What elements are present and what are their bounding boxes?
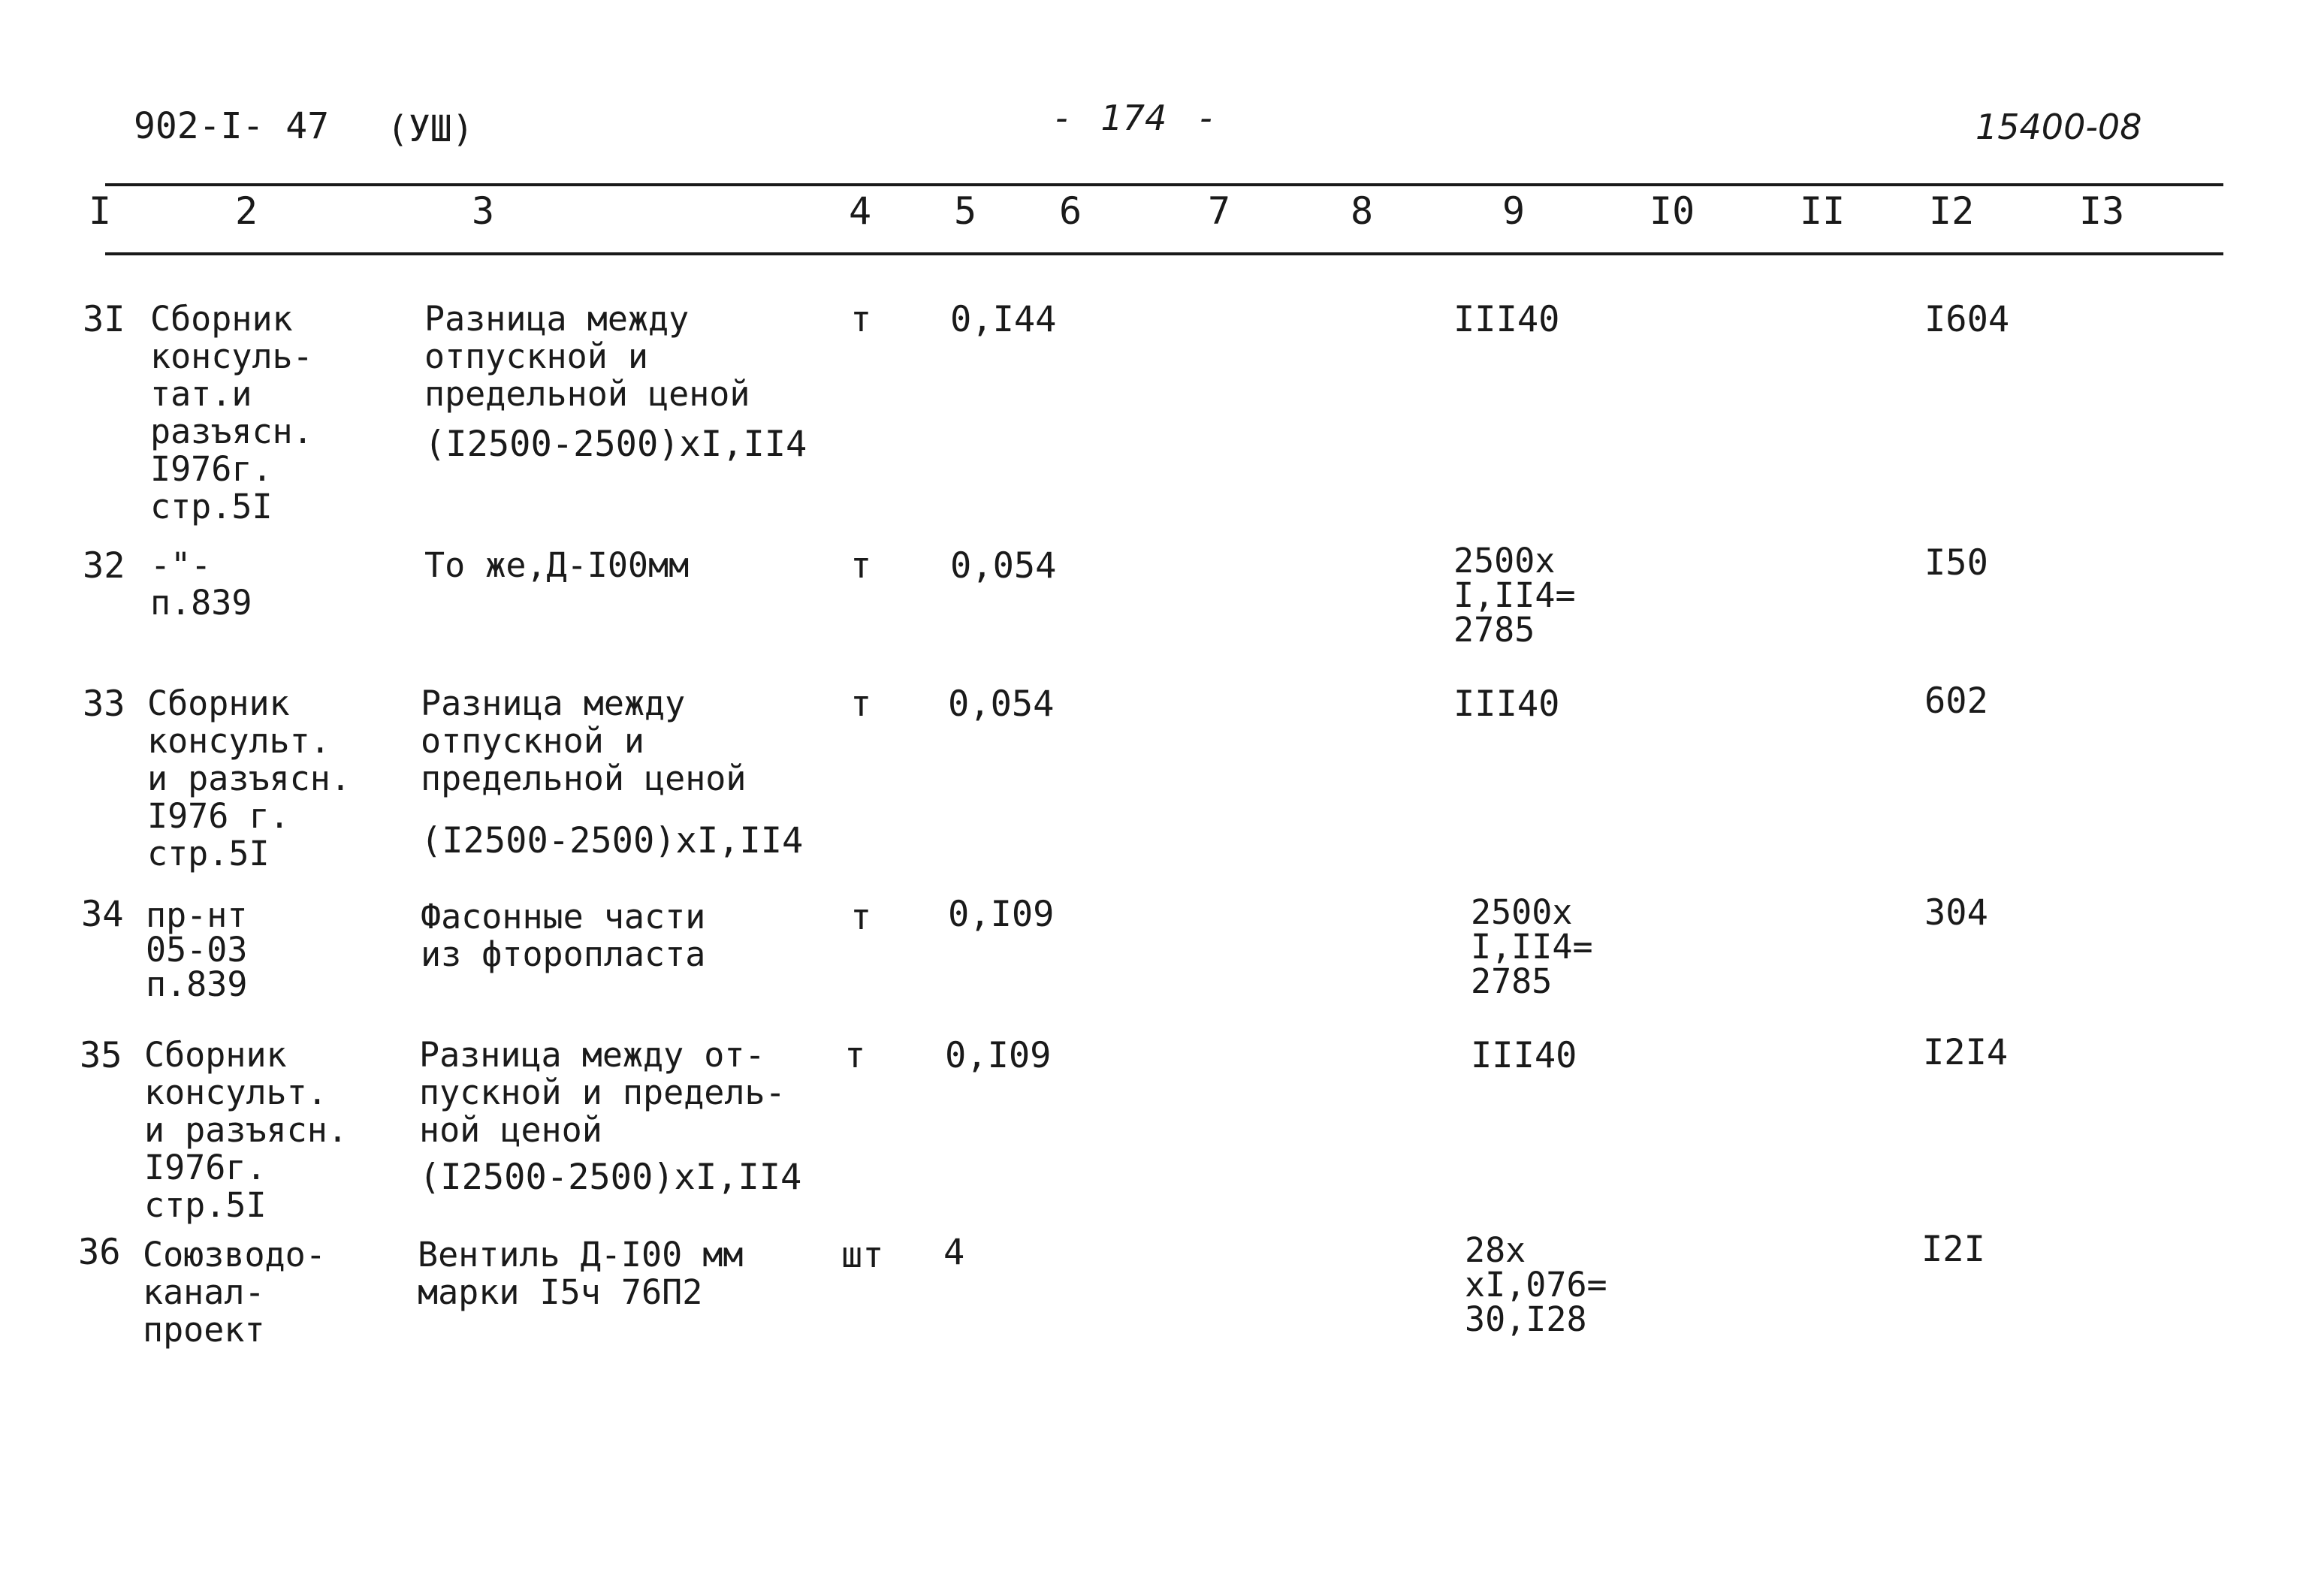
column-header: II	[1800, 189, 1846, 233]
column-header: 2	[235, 189, 258, 233]
row-quantity: 0,054	[950, 545, 1057, 587]
row-source: пр-нт 05-03 п.839	[146, 895, 248, 1004]
column-header: I3	[2079, 189, 2125, 233]
row-number: 3I	[83, 299, 125, 340]
row-number: 32	[83, 545, 125, 587]
row-name: Фасонные части из фторопласта	[421, 897, 706, 974]
row-name: То же,Д-I00мм	[424, 545, 690, 585]
row-price: III40	[1453, 683, 1560, 725]
row-quantity: 0,054	[948, 683, 1055, 725]
table-header-rule	[105, 252, 2223, 255]
row-number: 36	[78, 1232, 121, 1273]
column-header: 6	[1059, 189, 1082, 233]
row-total: 602	[1924, 680, 1988, 722]
row-name: Разница между от- пускной и предель- ной ценой	[419, 1035, 786, 1150]
row-unit: шт	[841, 1235, 884, 1276]
row-unit: т	[850, 299, 872, 340]
column-header: 4	[849, 189, 872, 233]
row-number: 35	[80, 1035, 122, 1076]
document-code: 902-I- 47	[134, 105, 330, 147]
row-source: Союзводо- канал- проект	[143, 1235, 326, 1350]
row-total: I2I	[1921, 1229, 1985, 1270]
row-quantity: 4	[943, 1232, 965, 1273]
row-quantity: 0,I09	[948, 894, 1055, 935]
row-unit: т	[850, 545, 872, 587]
row-formula: (I2500-2500)хI,II4	[424, 424, 807, 465]
row-price: III40	[1453, 299, 1560, 340]
row-source: Сборник консуль- тат.и разъясн. I976г. стр.5I	[150, 299, 313, 526]
page-number: - 174 -	[1055, 98, 1212, 138]
row-price: 2500х I,II4= 2785	[1471, 892, 1593, 1001]
row-name: Вентиль Д-I00 мм марки I5ч 76П2	[418, 1235, 744, 1312]
row-total: I604	[1924, 299, 2010, 340]
document-series: (УШ)	[387, 108, 474, 150]
row-formula: (I2500-2500)хI,II4	[421, 820, 804, 861]
row-price: 28х хI,076= 30,I28	[1465, 1230, 1607, 1339]
row-name: Разница между отпускной и предельной ценой	[424, 299, 750, 414]
row-source: -"- п.839	[150, 545, 252, 623]
column-header: I	[89, 189, 112, 233]
row-total: I2I4	[1923, 1032, 2009, 1073]
column-header: 8	[1351, 189, 1374, 233]
row-number: 33	[83, 683, 125, 725]
column-header: 3	[472, 189, 495, 233]
row-source: Сборник консульт. и разъясн. I976 г. стр.5I	[147, 683, 351, 873]
row-number: 34	[81, 894, 124, 935]
row-quantity: 0,I09	[945, 1035, 1052, 1076]
row-unit: т	[844, 1035, 866, 1076]
row-source: Сборник консульт. и разъясн. I976г. стр.5I	[144, 1035, 348, 1225]
row-price: 2500х I,II4= 2785	[1453, 541, 1576, 650]
row-quantity: 0,I44	[950, 299, 1057, 340]
row-total: I50	[1924, 542, 1988, 584]
row-price: III40	[1471, 1035, 1577, 1076]
table-top-rule	[105, 183, 2223, 186]
column-header: 9	[1502, 189, 1526, 233]
column-header: I2	[1929, 189, 1975, 233]
row-unit: т	[850, 683, 872, 725]
column-header: I0	[1650, 189, 1695, 233]
column-header: 5	[954, 189, 977, 233]
row-formula: (I2500-2500)хI,II4	[419, 1157, 802, 1198]
row-unit: т	[850, 897, 872, 938]
document-number: 15400-08	[1975, 107, 2142, 147]
row-name: Разница между отпускной и предельной ценой	[421, 683, 747, 798]
row-total: 304	[1924, 892, 1988, 934]
column-header: 7	[1208, 189, 1231, 233]
